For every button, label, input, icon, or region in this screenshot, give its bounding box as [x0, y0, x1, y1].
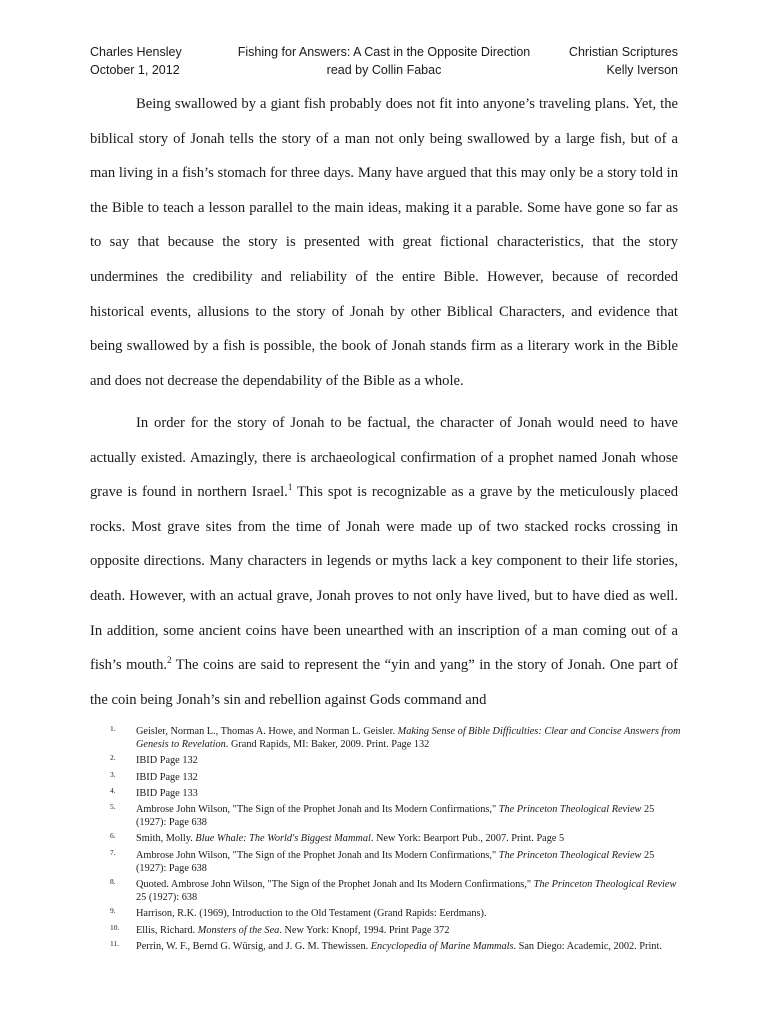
- footnote-ref[interactable]: 2: [167, 655, 172, 666]
- footnote-text: Smith, Molly.: [136, 833, 196, 845]
- footnote-text: Harrison, R.K. (1969), Introduction to the Old Testament (Grand Rapids: Eerdmans).: [136, 908, 487, 920]
- footnote-title: Making Sense of Bible Difficulties: Clear and Concise Answers from Genesis to Revelation: [136, 726, 681, 751]
- footnote-item: [110, 771, 685, 784]
- footnote-item: [110, 754, 685, 767]
- footnote-number: 1.: [110, 724, 116, 733]
- body-paragraph-1: [90, 87, 678, 398]
- footnote-text: . San Diego: Academic, 2002. Print.: [513, 940, 662, 952]
- footnote-item: [110, 878, 685, 904]
- footnote-title: The Princeton Theological Review: [533, 879, 677, 891]
- footnote-text: 25 (1927): 638: [136, 892, 198, 904]
- footnote-text: . New York: Bearport Pub., 2007. Print. Page 5: [370, 833, 565, 845]
- header-reader: read by Collin Fabac: [326, 63, 442, 77]
- footnote-number: 8.: [110, 877, 116, 887]
- footnote-title: The Princeton Theological Review: [498, 849, 642, 861]
- footnote-item: [110, 940, 685, 953]
- footnote-number: 7.: [110, 847, 116, 857]
- footnote-item: [110, 832, 685, 845]
- header-instructor: Kelly Iverson: [606, 63, 678, 77]
- paragraph-segment: This spot is recognizable as a grave by the meticulously placed rocks. Most grave sites from the time of Jonah were made up of two stacked rocks crossing in opposite directions. Many characters in legends or myths lack a key component to their life stories, death. However, with an actual grave, Jonah proves to not only have lived, but to have died as well. In addition, some ancient coins have been unearthed with an inscription of a man coming out of a fish’s mouth.: [90, 484, 679, 674]
- footnote-text: IBID Page 132: [136, 771, 198, 783]
- footnote-item: [110, 803, 685, 829]
- paragraph-segment: The coins are said to represent the “yin and yang” in the story of Jonah. One part of the coin being Jonah’s sin and rebellion against Gods command and: [90, 657, 678, 708]
- footnote-number: 11.: [110, 938, 120, 948]
- footnote-text: . Grand Rapids, MI: Baker, 2009. Print. Page 132: [225, 739, 430, 751]
- header-date: October 1, 2012: [90, 63, 180, 77]
- footnote-item: [110, 787, 685, 800]
- footnote-text: Ellis, Richard.: [136, 924, 198, 936]
- footnote-title: Encyclopedia of Marine Mammals: [370, 940, 514, 952]
- footnote-text: Ambrose John Wilson, "The Sign of the Prophet Jonah and Its Modern Confirmations,": [136, 849, 499, 861]
- footnote-text: IBID Page 133: [136, 787, 198, 799]
- footnote-number: 9.: [110, 906, 116, 916]
- footnote-text: Quoted. Ambrose John Wilson, "The Sign of the Prophet Jonah and Its Modern Confirmations,": [136, 879, 534, 891]
- footnote-number: 2.: [110, 753, 116, 763]
- body-paragraph-2: [90, 406, 678, 717]
- footnote-number: 3.: [110, 769, 116, 779]
- footnote-text: IBID Page 132: [136, 755, 198, 767]
- footnote-number: 5.: [110, 802, 116, 812]
- footnote-ref[interactable]: 1: [287, 482, 293, 493]
- paragraph-text: Being swallowed by a giant fish probably does not fit into anyone’s traveling plans. Yet, the biblical story of Jonah tells the story of a man not only being swallowed by a large fish, but of a man living in a fish’s stomach for three days. Many have argued that this may only be a story told in the Bible to teach a lesson parallel to the main ideas, making it a parable. Some have gone so far as to say that because the story is presented with great fictional characteristics, that the story undermines the credibility and reliability of the entire Bible. However, because of recorded historical events, allusions to the story of Jonah by other Biblical Characters, and evidence that being swallowed by a fish is possible, the book of Jonah stands firm as a literary work in the Bible and does not decrease the dependability of the Bible as a whole.: [90, 96, 678, 389]
- footnote-item: [110, 907, 685, 920]
- footnote-text: . New York: Knopf, 1994. Print Page 372: [279, 924, 450, 936]
- header-title: Fishing for Answers: A Cast in the Opposite Direction: [237, 45, 531, 59]
- footnote-number: 10.: [110, 922, 120, 932]
- footnote-text: 25 (1927): Page 638: [136, 849, 655, 874]
- footnote-text: Geisler, Norman L., Thomas A. Howe, and Norman L. Geisler.: [136, 726, 398, 737]
- footnotes-list: [110, 725, 685, 956]
- footnote-number: 6.: [110, 831, 116, 841]
- footnote-item: [110, 849, 685, 875]
- footnote-text: 25 (1927): Page 638: [136, 804, 655, 829]
- header-course: Christian Scriptures: [568, 45, 678, 59]
- footnote-number: 4.: [110, 785, 116, 795]
- footnote-item: [110, 725, 685, 751]
- footnote-title: Monsters of the Sea: [197, 924, 280, 936]
- footnote-text: Perrin, W. F., Bernd G. Würsig, and J. G. M. Thewissen.: [136, 940, 371, 952]
- footnote-text: Ambrose John Wilson, "The Sign of the Prophet Jonah and Its Modern Confirmations,": [136, 804, 499, 816]
- footnote-item: [110, 924, 685, 937]
- footnote-title: Blue Whale: The World's Biggest Mammal: [195, 833, 371, 845]
- footnote-title: The Princeton Theological Review: [498, 804, 642, 816]
- paragraph-text: [90, 406, 678, 717]
- paragraph-segment: In order for the story of Jonah to be factual, the character of Jonah would need to have actually existed. Amazingly, there is archaeological confirmation of a prophet named Jonah whose grave is found in northern Israel.: [90, 415, 678, 501]
- header-author: Charles Hensley: [90, 45, 182, 59]
